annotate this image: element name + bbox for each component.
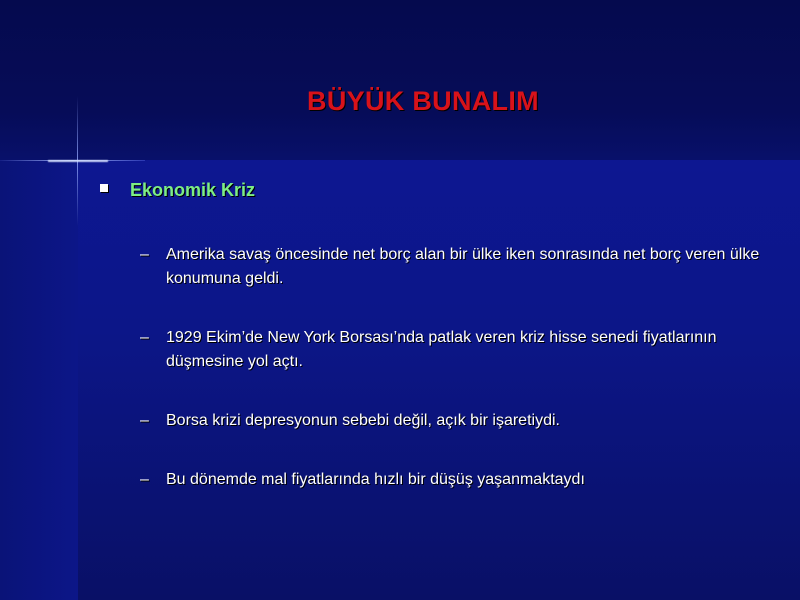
dash-marker-icon: – bbox=[140, 246, 149, 263]
dash-marker-icon: – bbox=[140, 471, 149, 488]
decorative-glow-line bbox=[48, 160, 108, 162]
square-bullet-icon bbox=[100, 184, 108, 192]
dash-marker-icon: – bbox=[140, 412, 149, 429]
left-band bbox=[0, 160, 78, 600]
sub-bullet-item bbox=[140, 243, 760, 291]
sub-bullet-item bbox=[140, 468, 760, 492]
bullet-heading: Ekonomik Kriz bbox=[130, 180, 256, 200]
dash-marker-icon: – bbox=[140, 329, 149, 346]
sub-bullet-text: Amerika savaş öncesinde net borç alan bir ülke iken sonrasında net borç veren ülke konumuna geldi. bbox=[166, 246, 760, 287]
sub-bullet-item bbox=[140, 326, 760, 374]
sub-bullet-text: Borsa krizi depresyonun sebebi değil, açık bir işaretiydi. bbox=[166, 412, 560, 429]
slide-title: BÜYÜK BUNALIM bbox=[307, 86, 539, 116]
header-band bbox=[0, 0, 800, 160]
sub-bullet-text: 1929 Ekim’de New York Borsası’nda patlak veren kriz hisse senedi fiyatlarının düşmesine yol açtı. bbox=[166, 329, 717, 370]
sub-bullet-item bbox=[140, 409, 760, 433]
bullet-heading-row bbox=[100, 180, 255, 201]
sub-bullet-text: Bu dönemde mal fiyatlarında hızlı bir düşüş yaşanmaktaydı bbox=[166, 471, 585, 488]
